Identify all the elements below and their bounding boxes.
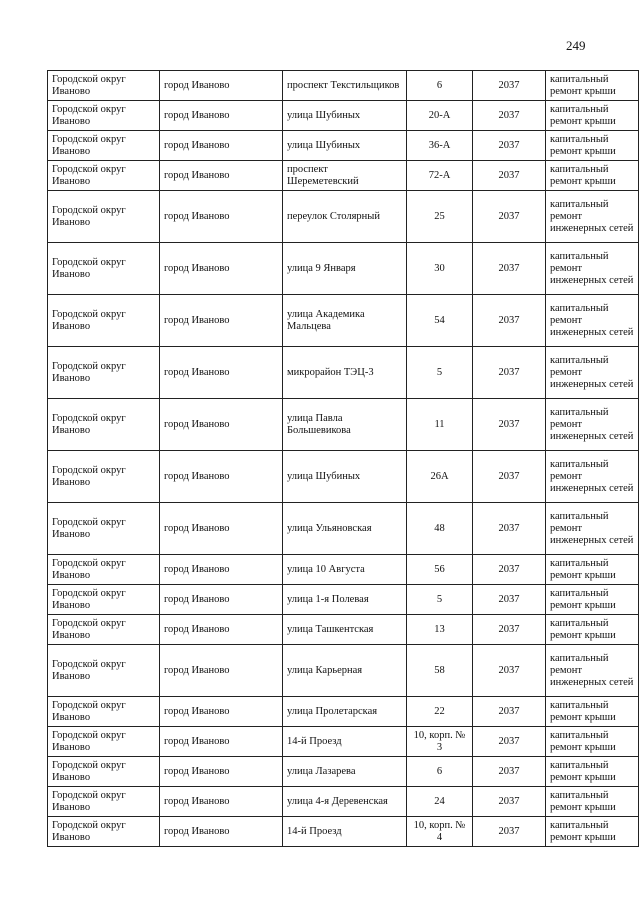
cell-municipal-district: Городской округ Иваново — [48, 131, 160, 161]
cell-street: улица Ульяновская — [283, 503, 407, 555]
cell-work-type: капитальный ремонт крыши — [546, 817, 639, 847]
cell-municipal-district: Городской округ Иваново — [48, 101, 160, 131]
cell-street: микрорайон ТЭЦ-3 — [283, 347, 407, 399]
cell-house-number: 54 — [407, 295, 473, 347]
cell-city: город Иваново — [160, 295, 283, 347]
table-row — [48, 71, 639, 101]
cell-year: 2037 — [473, 645, 546, 697]
cell-city: город Иваново — [160, 645, 283, 697]
cell-house-number: 11 — [407, 399, 473, 451]
cell-year: 2037 — [473, 817, 546, 847]
cell-work-type: капитальный ремонт крыши — [546, 161, 639, 191]
cell-year: 2037 — [473, 727, 546, 757]
cell-year: 2037 — [473, 503, 546, 555]
cell-street: улица Шубиных — [283, 101, 407, 131]
table-row — [48, 555, 639, 585]
table-row — [48, 697, 639, 727]
cell-year: 2037 — [473, 451, 546, 503]
cell-street: 14-й Проезд — [283, 817, 407, 847]
cell-house-number: 48 — [407, 503, 473, 555]
cell-work-type: капитальный ремонт инженерных сетей — [546, 503, 639, 555]
cell-work-type: капитальный ремонт крыши — [546, 787, 639, 817]
cell-work-type: капитальный ремонт инженерных сетей — [546, 243, 639, 295]
cell-work-type: капитальный ремонт крыши — [546, 555, 639, 585]
cell-house-number: 10, корп. № 3 — [407, 727, 473, 757]
cell-municipal-district: Городской округ Иваново — [48, 191, 160, 243]
cell-city: город Иваново — [160, 191, 283, 243]
table-row — [48, 347, 639, 399]
cell-work-type: капитальный ремонт инженерных сетей — [546, 399, 639, 451]
cell-year: 2037 — [473, 347, 546, 399]
cell-year: 2037 — [473, 295, 546, 347]
cell-year: 2037 — [473, 585, 546, 615]
cell-year: 2037 — [473, 787, 546, 817]
cell-work-type: капитальный ремонт крыши — [546, 585, 639, 615]
cell-street: улица 10 Августа — [283, 555, 407, 585]
cell-street: улица 9 Января — [283, 243, 407, 295]
table-row — [48, 131, 639, 161]
cell-street: улица Шубиных — [283, 131, 407, 161]
cell-street: улица Пролетарская — [283, 697, 407, 727]
cell-house-number: 26А — [407, 451, 473, 503]
cell-municipal-district: Городской округ Иваново — [48, 295, 160, 347]
cell-year: 2037 — [473, 71, 546, 101]
cell-municipal-district: Городской округ Иваново — [48, 71, 160, 101]
cell-city: город Иваново — [160, 347, 283, 399]
cell-street: улица Павла Большевикова — [283, 399, 407, 451]
cell-municipal-district: Городской округ Иваново — [48, 451, 160, 503]
cell-house-number: 56 — [407, 555, 473, 585]
table-row — [48, 817, 639, 847]
cell-city: город Иваново — [160, 555, 283, 585]
cell-street: улица Карьерная — [283, 645, 407, 697]
cell-city: город Иваново — [160, 451, 283, 503]
page-number: 249 — [566, 38, 586, 53]
cell-city: город Иваново — [160, 585, 283, 615]
cell-work-type: капитальный ремонт крыши — [546, 101, 639, 131]
cell-street: улица Лазарева — [283, 757, 407, 787]
cell-city: город Иваново — [160, 399, 283, 451]
table-body — [48, 71, 639, 847]
cell-municipal-district: Городской округ Иваново — [48, 399, 160, 451]
table-row — [48, 727, 639, 757]
cell-city: город Иваново — [160, 131, 283, 161]
cell-municipal-district: Городской округ Иваново — [48, 585, 160, 615]
cell-city: город Иваново — [160, 727, 283, 757]
table-row — [48, 243, 639, 295]
cell-municipal-district: Городской округ Иваново — [48, 697, 160, 727]
cell-street: 14-й Проезд — [283, 727, 407, 757]
cell-house-number: 72-А — [407, 161, 473, 191]
cell-year: 2037 — [473, 101, 546, 131]
cell-work-type: капитальный ремонт крыши — [546, 697, 639, 727]
table-row — [48, 787, 639, 817]
cell-city: город Иваново — [160, 817, 283, 847]
cell-municipal-district: Городской округ Иваново — [48, 555, 160, 585]
cell-year: 2037 — [473, 615, 546, 645]
cell-street: улица Ташкентская — [283, 615, 407, 645]
cell-municipal-district: Городской округ Иваново — [48, 615, 160, 645]
cell-year: 2037 — [473, 757, 546, 787]
cell-house-number: 5 — [407, 585, 473, 615]
cell-house-number: 30 — [407, 243, 473, 295]
cell-municipal-district: Городской округ Иваново — [48, 347, 160, 399]
cell-municipal-district: Городской округ Иваново — [48, 757, 160, 787]
cell-municipal-district: Городской округ Иваново — [48, 243, 160, 295]
cell-house-number: 22 — [407, 697, 473, 727]
cell-house-number: 6 — [407, 757, 473, 787]
cell-street: улица 1-я Полевая — [283, 585, 407, 615]
cell-year: 2037 — [473, 131, 546, 161]
cell-city: город Иваново — [160, 757, 283, 787]
cell-work-type: капитальный ремонт крыши — [546, 131, 639, 161]
cell-work-type: капитальный ремонт инженерных сетей — [546, 191, 639, 243]
cell-house-number: 58 — [407, 645, 473, 697]
table-row — [48, 399, 639, 451]
cell-street: проспект Текстильщиков — [283, 71, 407, 101]
cell-work-type: капитальный ремонт крыши — [546, 615, 639, 645]
cell-year: 2037 — [473, 243, 546, 295]
cell-house-number: 6 — [407, 71, 473, 101]
cell-year: 2037 — [473, 161, 546, 191]
cell-house-number: 24 — [407, 787, 473, 817]
repair-schedule-table — [47, 70, 639, 847]
table-row — [48, 757, 639, 787]
table-row — [48, 615, 639, 645]
cell-year: 2037 — [473, 697, 546, 727]
cell-work-type: капитальный ремонт инженерных сетей — [546, 347, 639, 399]
cell-house-number: 10, корп. № 4 — [407, 817, 473, 847]
cell-street: улица 4-я Деревенская — [283, 787, 407, 817]
cell-municipal-district: Городской округ Иваново — [48, 817, 160, 847]
cell-street: улица Академика Мальцева — [283, 295, 407, 347]
cell-street: улица Шубиных — [283, 451, 407, 503]
cell-work-type: капитальный ремонт инженерных сетей — [546, 645, 639, 697]
cell-municipal-district: Городской округ Иваново — [48, 161, 160, 191]
cell-city: город Иваново — [160, 71, 283, 101]
cell-house-number: 25 — [407, 191, 473, 243]
cell-work-type: капитальный ремонт крыши — [546, 727, 639, 757]
cell-city: город Иваново — [160, 697, 283, 727]
cell-work-type: капитальный ремонт инженерных сетей — [546, 295, 639, 347]
cell-street: переулок Столярный — [283, 191, 407, 243]
cell-work-type: капитальный ремонт крыши — [546, 757, 639, 787]
cell-city: город Иваново — [160, 503, 283, 555]
cell-house-number: 20-А — [407, 101, 473, 131]
cell-work-type: капитальный ремонт инженерных сетей — [546, 451, 639, 503]
cell-house-number: 5 — [407, 347, 473, 399]
cell-year: 2037 — [473, 399, 546, 451]
cell-house-number: 13 — [407, 615, 473, 645]
table-row — [48, 585, 639, 615]
cell-year: 2037 — [473, 191, 546, 243]
cell-city: город Иваново — [160, 101, 283, 131]
cell-house-number: 36-А — [407, 131, 473, 161]
cell-municipal-district: Городской округ Иваново — [48, 645, 160, 697]
cell-city: город Иваново — [160, 615, 283, 645]
cell-year: 2037 — [473, 555, 546, 585]
table-row — [48, 101, 639, 131]
cell-city: город Иваново — [160, 161, 283, 191]
cell-street: проспект Шереметевский — [283, 161, 407, 191]
table-row — [48, 191, 639, 243]
table-row — [48, 645, 639, 697]
cell-city: город Иваново — [160, 787, 283, 817]
table-row — [48, 295, 639, 347]
cell-municipal-district: Городской округ Иваново — [48, 787, 160, 817]
cell-municipal-district: Городской округ Иваново — [48, 503, 160, 555]
table-row — [48, 503, 639, 555]
cell-work-type: капитальный ремонт крыши — [546, 71, 639, 101]
table-row — [48, 161, 639, 191]
cell-city: город Иваново — [160, 243, 283, 295]
cell-municipal-district: Городской округ Иваново — [48, 727, 160, 757]
table-row — [48, 451, 639, 503]
